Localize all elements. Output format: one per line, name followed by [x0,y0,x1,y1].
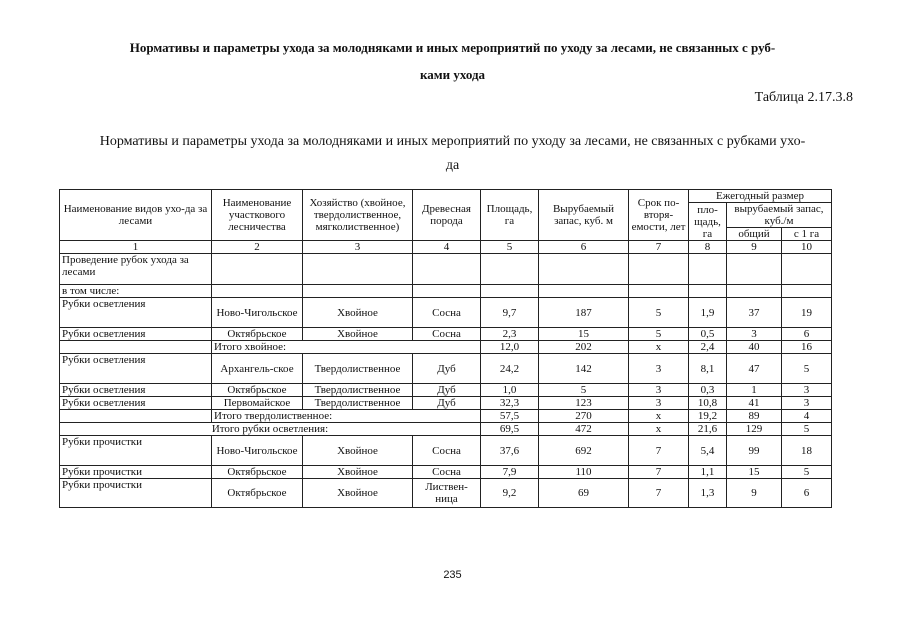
subtotal-row [60,410,832,423]
cell-forestry: Первомайское [212,397,303,410]
cell-forestry: Октябрьское [212,384,303,397]
cell-stock-total: 99 [727,436,782,466]
cell-area: 12,0 [481,341,539,354]
cell-stock-total: 3 [727,328,782,341]
cell-period: 5 [629,298,689,328]
cell-annual-area: 21,6 [689,423,727,436]
cell-annual-area: 1,3 [689,479,727,508]
table-caption [45,130,860,178]
cell-stock-total: 9 [727,479,782,508]
header-species: Древесная порода [413,190,481,241]
cell-stock-total: 15 [727,466,782,479]
column-number: 8 [689,241,727,254]
row-label: Проведение рубок ухода за лесами [60,254,212,285]
cell-stock-per-ha: 5 [782,354,832,384]
column-number: 4 [413,241,481,254]
header-stock-total: общий [727,228,782,241]
cell-period: 7 [629,466,689,479]
row-label: в том числе: [60,285,212,298]
cell-period: 7 [629,479,689,508]
page-number: 235 [443,569,462,581]
header-stock: Вырубаемый запас, куб. м [539,190,629,241]
cell-forestry: Октябрьское [212,466,303,479]
cell-species: Сосна [413,328,481,341]
total-row [60,423,832,436]
cell-stock: 69 [539,479,629,508]
cell-period: х [629,341,689,354]
table-row [60,298,832,328]
cell-species: Сосна [413,298,481,328]
cell-stock-per-ha: 5 [782,466,832,479]
cell-period: 7 [629,436,689,466]
cell-type: Рубки осветления [60,397,212,410]
column-number: 3 [303,241,413,254]
cell-annual-area: 2,4 [689,341,727,354]
subtotal-label: Итого твердолиственное: [212,410,481,423]
cell-stock-total: 41 [727,397,782,410]
column-number: 5 [481,241,539,254]
cell-period: 3 [629,384,689,397]
cell-economy: Твердолиственное [303,384,413,397]
cell-area: 9,2 [481,479,539,508]
table-number: Таблица 2.17.3.8 [754,90,853,105]
cell-annual-area: 8,1 [689,354,727,384]
cell-forestry: Ново-Чигольское [212,436,303,466]
header-forestry: Наименование участкового лесничества [212,190,303,241]
cell-stock-per-ha: 6 [782,479,832,508]
cell-type: Рубки прочистки [60,436,212,466]
cell-forestry: Ново-Чигольское [212,298,303,328]
cell-type: Рубки осветления [60,298,212,328]
cell-stock-per-ha: 19 [782,298,832,328]
cell-type: Рубки прочистки [60,479,212,508]
document-heading [40,34,865,88]
cell-stock: 187 [539,298,629,328]
cell-area: 2,3 [481,328,539,341]
cell-type: Рубки осветления [60,328,212,341]
cell-area: 69,5 [481,423,539,436]
cell-period: 5 [629,328,689,341]
column-number: 10 [782,241,832,254]
cell-species: Дуб [413,354,481,384]
cell-stock-per-ha: 3 [782,397,832,410]
cell-stock-per-ha: 4 [782,410,832,423]
forestry-table [59,189,832,508]
cell-stock: 110 [539,466,629,479]
cell-stock-total: 47 [727,354,782,384]
cell-area: 37,6 [481,436,539,466]
cell-economy: Хвойное [303,328,413,341]
cell-annual-area: 0,5 [689,328,727,341]
header-area: Площадь, га [481,190,539,241]
heading-line-1: Нормативы и параметры ухода за молодняками и иных мероприятий по уходу за лесами, не связанных с руб- [129,40,776,55]
subtotal-label: Итого хвойное: [212,341,481,354]
cell-annual-area: 5,4 [689,436,727,466]
cell-stock-total: 89 [727,410,782,423]
cell-stock-per-ha: 6 [782,328,832,341]
cell-area: 1,0 [481,384,539,397]
cell-area: 9,7 [481,298,539,328]
cell-economy: Твердолиственное [303,397,413,410]
cell-period: х [629,410,689,423]
column-number: 7 [629,241,689,254]
cell-period: 3 [629,354,689,384]
cell-species: Сосна [413,436,481,466]
heading-line-2: ками ухода [419,67,486,82]
table-row [60,384,832,397]
cell-economy: Хвойное [303,479,413,508]
cell-area: 24,2 [481,354,539,384]
cell-type: Рубки осветления [60,384,212,397]
column-number: 6 [539,241,629,254]
header-annual-area: пло-щадь, га [689,203,727,241]
table-row [60,254,832,285]
cell-stock-total: 37 [727,298,782,328]
cell-stock-total: 1 [727,384,782,397]
table-row [60,285,832,298]
cell-stock: 202 [539,341,629,354]
subtotal-row [60,341,832,354]
cell-annual-area: 1,1 [689,466,727,479]
cell-economy: Хвойное [303,298,413,328]
column-number: 9 [727,241,782,254]
cell-area: 57,5 [481,410,539,423]
table-row [60,466,832,479]
cell-species: Сосна [413,466,481,479]
cell-annual-area: 1,9 [689,298,727,328]
total-label: Итого рубки осветления: [60,423,481,436]
table-row [60,479,832,508]
cell-area: 32,3 [481,397,539,410]
cell-annual-area: 0,3 [689,384,727,397]
cell-stock-total: 40 [727,341,782,354]
cell-forestry: Октябрьское [212,328,303,341]
column-number: 1 [60,241,212,254]
cell-forestry: Октябрьское [212,479,303,508]
cell-species: Дуб [413,397,481,410]
cell-period: х [629,423,689,436]
caption-line-1: Нормативы и параметры ухода за молодняками и иных мероприятий по уходу за лесами, не связанных с рубками ухо- [99,134,806,149]
header-period: Срок по-вторя-емости, лет [629,190,689,241]
cell-economy: Хвойное [303,436,413,466]
cell-stock-per-ha: 3 [782,384,832,397]
table-row [60,397,832,410]
cell-stock: 692 [539,436,629,466]
cell-stock-per-ha: 5 [782,423,832,436]
header-annual: Ежегодный размер [689,190,832,203]
cell-forestry: Архангель-ское [212,354,303,384]
header-annual-stock: вырубаемый запас, куб./м [727,203,832,228]
header-type: Наименование видов ухо-да за лесами [60,190,212,241]
cell-stock-total: 129 [727,423,782,436]
cell-stock: 472 [539,423,629,436]
cell-economy: Твердолиственное [303,354,413,384]
cell-stock-per-ha: 18 [782,436,832,466]
header-stock-per-ha: с 1 га [782,228,832,241]
cell-stock-per-ha: 16 [782,341,832,354]
cell-type: Рубки осветления [60,354,212,384]
cell-stock: 270 [539,410,629,423]
table-row [60,354,832,384]
table-row [60,436,832,466]
cell-annual-area: 19,2 [689,410,727,423]
cell-species: Листвен-ница [413,479,481,508]
cell-stock: 123 [539,397,629,410]
column-number: 2 [212,241,303,254]
caption-line-2: да [445,158,460,173]
cell-stock: 5 [539,384,629,397]
cell-annual-area: 10,8 [689,397,727,410]
header-row [60,190,832,203]
cell-area: 7,9 [481,466,539,479]
cell-species: Дуб [413,384,481,397]
column-numbers-row [60,241,832,254]
cell-stock: 142 [539,354,629,384]
cell-period: 3 [629,397,689,410]
cell-type: Рубки прочистки [60,466,212,479]
header-economy: Хозяйство (хвойное, твердолиственное, мягколиственное) [303,190,413,241]
table-row [60,328,832,341]
cell-stock: 15 [539,328,629,341]
cell-economy: Хвойное [303,466,413,479]
